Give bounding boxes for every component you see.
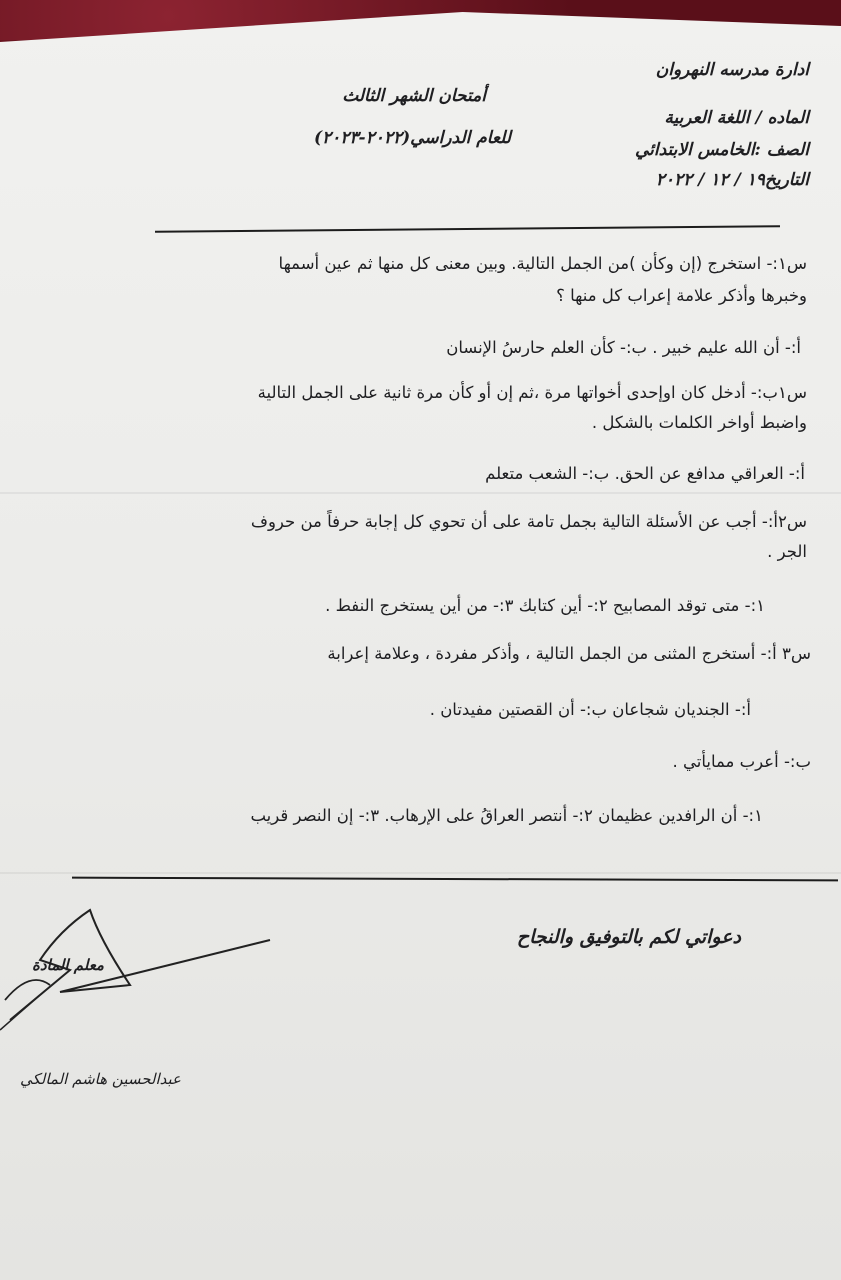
exam-title: أمتحان الشهر الثالث: [342, 86, 486, 106]
grade-line: الصف :الخامس الابتدائي: [634, 140, 809, 160]
wishes-text: دعواتي لكم بالتوفيق والنجاح: [516, 926, 741, 948]
q3-line1: س٣ أ:- أستخرج المثنى من الجمل التالية ، وأذكر مفردة ، وعلامة إعرابة: [327, 644, 811, 663]
date-line: التاريخ١٩ / ١٢ / ٢٠٢٢: [655, 170, 809, 190]
q1b-line1: س١ب:- أدخل كان اوإحدى أخواتها مرة ،ثم إن أو كأن مرة ثانية على الجمل التالية: [257, 383, 807, 402]
subject-line: الماده / اللغة العربية: [664, 108, 809, 128]
q2-line2: الجر .: [767, 542, 807, 561]
q1-line2: وخبرها وأذكر علامة إعراب كل منها ؟: [556, 286, 807, 305]
q1-line1: س١:- استخرج (إن وكأن )من الجمل التالية. وبين معنى كل منها ثم عين أسمها: [278, 254, 807, 273]
paper-fold: [0, 872, 841, 874]
academic-year: للعام الدراسي(٢٠٢٢-٢٠٢٣): [313, 128, 511, 148]
q1-items: أ:- أن الله عليم خبير . ب:- كأن العلم حارسُ الإنسان: [446, 338, 801, 357]
q2-items: ١:- متى توقد المصابيح ٢:- أين كتابك ٣:- من أين يستخرج النفط .: [325, 596, 765, 615]
q1b-line2: واضبط أواخر الكلمات بالشكل .: [591, 413, 807, 432]
paper-fold: [0, 492, 841, 494]
q3b-items: ١:- أن الرافدين عظيمان ٢:- أنتصر العراقُ على الإرهاب. ٣:- إن النصر قريب: [250, 806, 763, 825]
q1b-items: أ:- العراقي مدافع عن الحق. ب:- الشعب متعلم: [485, 464, 805, 483]
school-name: ادارة مدرسه النهروان: [655, 60, 809, 80]
teacher-name: عبدالحسين هاشم المالكي: [20, 1070, 182, 1088]
q3b-line1: ب:- أعرب ممايأتي .: [672, 752, 811, 771]
q2-line1: س٢أ:- أجب عن الأسئلة التالية بجمل تامة على أن تحوي كل إجابة حرفاً من حروف: [250, 512, 807, 531]
teacher-title: معلم المادة: [32, 956, 104, 974]
q3-items: أ:- الجنديان شجاعان ب:- أن القصتين مفيدتان .: [429, 700, 751, 719]
